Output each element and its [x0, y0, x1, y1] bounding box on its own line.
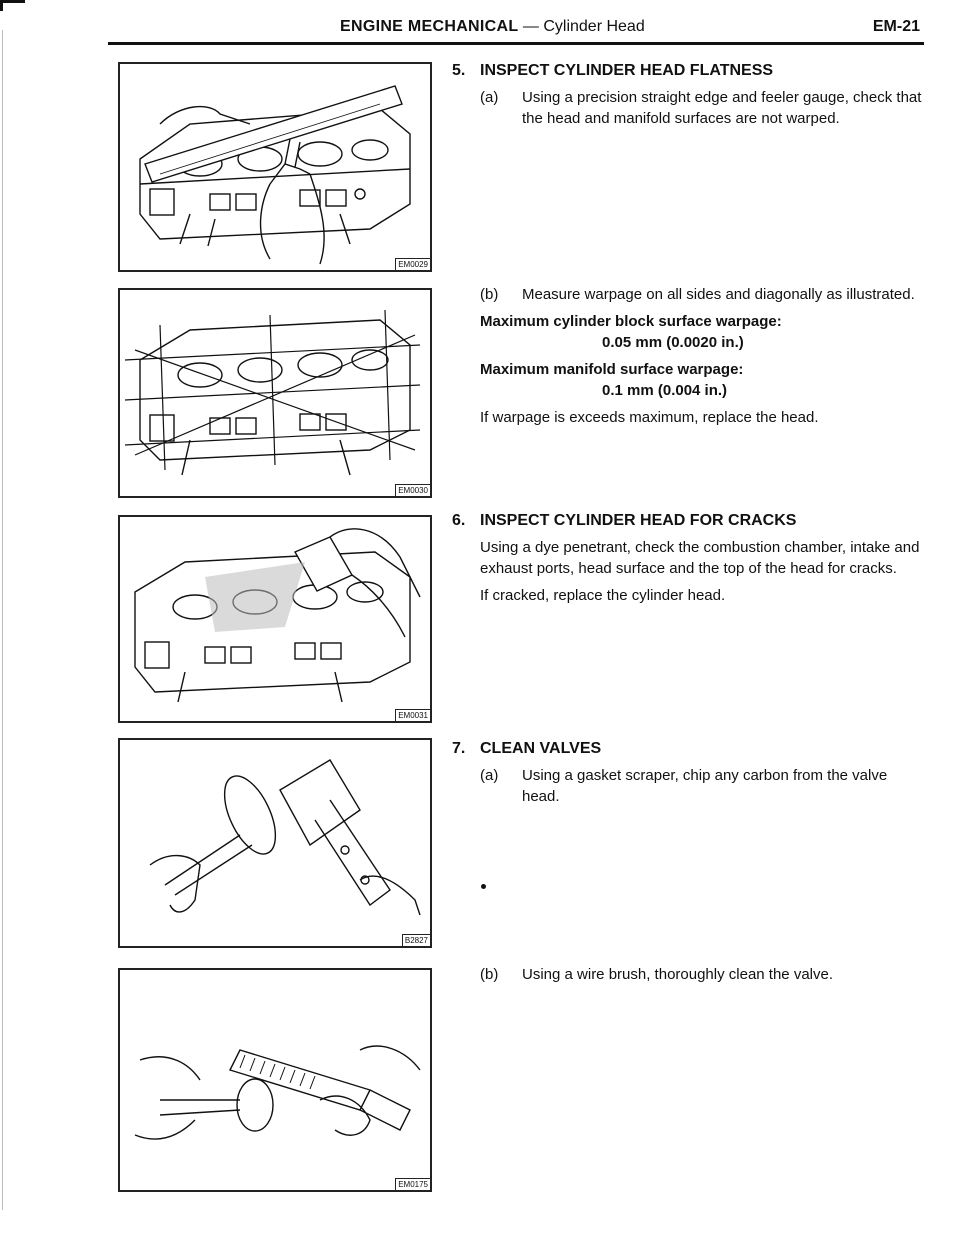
step-6 [452, 510, 922, 612]
straight-edge-on-head-icon [120, 64, 430, 270]
step-7-brush [452, 964, 922, 991]
step-5a [452, 87, 922, 129]
header-rule [108, 42, 924, 45]
warpage-measure-lines-icon [120, 290, 430, 496]
step-5b-label: (b) [480, 286, 499, 303]
header-subsection: Cylinder Head [543, 18, 645, 35]
dye-penetrant-spray-icon [120, 517, 430, 721]
figure-code: B2827 [402, 934, 430, 946]
step-5a-label: (a) [480, 89, 499, 106]
figure-code: EM0029 [395, 258, 430, 270]
header-section: ENGINE MECHANICAL [340, 18, 519, 35]
step-5 [452, 60, 922, 135]
step-6-heading [452, 510, 922, 531]
step-7b [452, 964, 922, 985]
step-5-number: 5. [452, 62, 466, 79]
step-5b-text: Measure warpage on all sides and diagonally as illustrated. [522, 286, 915, 303]
figure-wire-brush [118, 968, 432, 1192]
step-7b-text: Using a wire brush, thoroughly clean the valve. [522, 966, 834, 983]
page-corner-mark [0, 0, 25, 11]
warpage-note: If warpage is exceeds maximum, replace the head. [480, 409, 819, 426]
header-title [340, 18, 645, 36]
step-5a-text: Using a precision straight edge and feeler gauge, check that the head and manifold surfaces are not warped. [522, 89, 922, 127]
wire-brush-on-valve-icon [120, 970, 430, 1190]
figure-code: EM0030 [395, 484, 430, 496]
step-7a-text: Using a gasket scraper, chip any carbon from the valve head. [522, 767, 888, 805]
step-7 [452, 738, 922, 813]
step-5-title: INSPECT CYLINDER HEAD FLATNESS [480, 62, 774, 79]
figure-straight-edge [118, 62, 432, 272]
page-edge-rule [2, 30, 3, 1210]
gasket-scraper-on-valve-icon [120, 740, 430, 946]
step-7a [452, 765, 922, 807]
page-header [108, 16, 924, 46]
step-6-number: 6. [452, 512, 466, 529]
step-5b [452, 284, 922, 305]
page-number: EM-21 [872, 18, 920, 35]
step-7b-label: (b) [480, 966, 499, 983]
spec-manifold-warpage-value: 0.1 mm (0.004 in.) [602, 382, 728, 399]
spec-block-warpage-value: 0.05 mm (0.0020 in.) [602, 334, 744, 351]
step-5-heading [452, 60, 922, 81]
step-6-note: If cracked, replace the cylinder head. [480, 587, 726, 604]
step-7-number: 7. [452, 740, 466, 757]
step-6-text: Using a dye penetrant, check the combustion chamber, intake and exhaust ports, head surface and the top of the head for cracks. [480, 539, 920, 577]
spec-block-warpage-label: Maximum cylinder block surface warpage: [480, 313, 782, 330]
figure-dye-penetrant [118, 515, 432, 723]
stray-dot [481, 884, 486, 889]
step-7-heading [452, 738, 922, 759]
step-7a-label: (a) [480, 767, 499, 784]
step-6-title: INSPECT CYLINDER HEAD FOR CRACKS [480, 512, 797, 529]
figure-gasket-scraper [118, 738, 432, 948]
step-7-title: CLEAN VALVES [480, 740, 602, 757]
figure-code: EM0175 [395, 1178, 430, 1190]
step-5-measure [452, 284, 922, 434]
figure-warpage-lines [118, 288, 432, 498]
spec-manifold-warpage-label: Maximum manifold surface warpage: [480, 361, 744, 378]
figure-code: EM0031 [395, 709, 430, 721]
header-dash: — [518, 18, 544, 35]
